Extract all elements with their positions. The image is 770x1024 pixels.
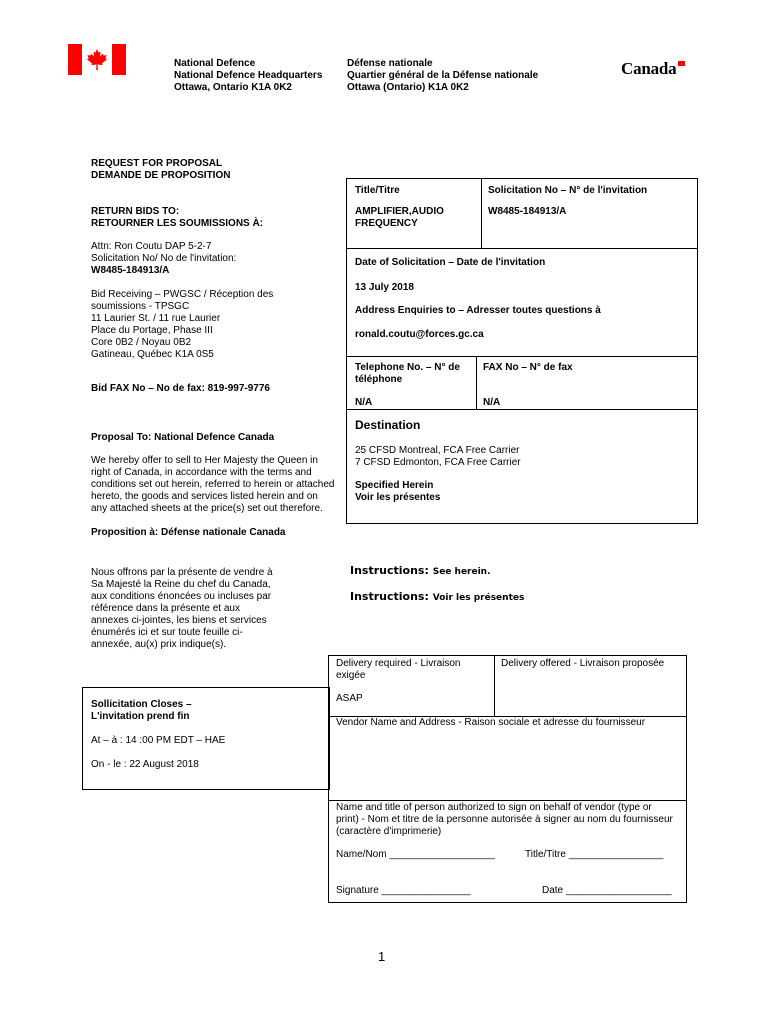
divider bbox=[476, 356, 477, 410]
header-french-address bbox=[347, 58, 538, 94]
attn-solicitation-number: W8485-184913/A bbox=[91, 265, 170, 276]
rfp-title bbox=[91, 158, 230, 182]
enquiries-label: Address Enquiries to – Adresser toutes questions à bbox=[355, 305, 601, 316]
instructions-english bbox=[350, 565, 491, 578]
telephone-value: N/A bbox=[355, 397, 373, 408]
canada-wordmark-text: Canada bbox=[621, 59, 677, 78]
header-en-line: National Defence Headquarters bbox=[174, 70, 323, 81]
proposal-fr-line: Sa Majesté la Reine du chef du Canada, bbox=[91, 579, 271, 590]
solicitation-date-label: Date of Solicitation – Date de l'invitation bbox=[355, 257, 546, 268]
fax-label: FAX No – N° de fax bbox=[483, 362, 573, 373]
instructions-french bbox=[350, 591, 524, 604]
address-line: Place du Portage, Phase III bbox=[91, 325, 213, 336]
proposal-fr-line: énumérés ici et sur toute feuille ci- bbox=[91, 627, 243, 638]
title-label: Title/Titre bbox=[355, 185, 400, 196]
fax-value: N/A bbox=[483, 397, 501, 408]
destination-line: 7 CFSD Edmonton, FCA Free Carrier bbox=[355, 457, 521, 468]
telephone-label-line: Telephone No. – N° de bbox=[355, 362, 460, 373]
name-field[interactable]: Name/Nom ___________________ bbox=[336, 849, 496, 860]
page-number: 1 bbox=[378, 949, 386, 964]
title-value-line: FREQUENCY bbox=[355, 218, 418, 229]
proposal-fr-line: annexes ci-jointes, les biens et services bbox=[91, 615, 267, 626]
address-line: Gatineau, Québec K1A 0S5 bbox=[91, 349, 214, 360]
solicitation-number-value: W8485-184913/A bbox=[488, 206, 567, 217]
title-value-line: AMPLIFIER,AUDIO bbox=[355, 206, 444, 217]
instructions-value: See herein. bbox=[432, 567, 491, 577]
destination-label: Destination bbox=[355, 418, 421, 432]
return-bids-heading-line: RETOURNER LES SOUMISSIONS À: bbox=[91, 218, 264, 229]
telephone-label bbox=[355, 362, 460, 386]
specified-line: Specified Herein bbox=[355, 480, 434, 491]
proposal-french-heading: Proposition à: Défense nationale Canada bbox=[91, 527, 286, 538]
proposal-en-line: conditions set out herein, referred to herein or attached bbox=[91, 479, 335, 490]
address-line: Bid Receiving – PWGSC / Réception des bbox=[91, 289, 274, 300]
delivery-offered-label: Delivery offered - Livraison proposée bbox=[501, 658, 665, 669]
authorized-line: print) - Nom et titre de la personne autorisée à signer au nom du fournisseur bbox=[336, 814, 673, 825]
signature-field[interactable]: Signature ________________ bbox=[336, 885, 471, 896]
proposal-en-line: right of Canada, in accordance with the terms and bbox=[91, 467, 312, 478]
divider bbox=[346, 409, 698, 410]
proposal-fr-line: Nous offrons par la présente de vendre à bbox=[91, 567, 273, 578]
return-bids-attn bbox=[91, 241, 236, 277]
closing-heading bbox=[91, 699, 192, 723]
proposal-french-text bbox=[91, 567, 273, 651]
proposal-fr-line: aux conditions énoncées ou incluses par bbox=[91, 591, 272, 602]
header-en-line: Ottawa, Ontario K1A 0K2 bbox=[174, 82, 292, 93]
rfp-title-line: DEMANDE DE PROPOSITION bbox=[91, 170, 231, 181]
return-bids-heading-line: RETURN BIDS TO: bbox=[91, 206, 180, 217]
authorized-line: (caractère d'imprimerie) bbox=[336, 826, 442, 837]
canada-flag-logo bbox=[68, 44, 126, 75]
delivery-required-line: Delivery required - Livraison bbox=[336, 658, 461, 669]
specified-line: Voir les présentes bbox=[355, 492, 441, 503]
divider bbox=[481, 178, 482, 249]
destination-list bbox=[355, 445, 521, 469]
delivery-required-line: exigée bbox=[336, 670, 366, 681]
address-line: soumissions - TPSGC bbox=[91, 301, 190, 312]
vendor-name-label: Vendor Name and Address - Raison sociale et adresse du fournisseur bbox=[336, 717, 646, 728]
specified-herein bbox=[355, 480, 440, 504]
attn-line: Solicitation No/ No de l'invitation: bbox=[91, 253, 237, 264]
closing-time: At – à : 14 :00 PM EDT – HAE bbox=[91, 735, 226, 746]
title-value bbox=[355, 206, 444, 230]
destination-line: 25 CFSD Montreal, FCA Free Carrier bbox=[355, 445, 520, 456]
proposal-fr-line: annexée, au(x) prix indique(s). bbox=[91, 639, 227, 650]
return-bids-heading bbox=[91, 206, 263, 230]
address-line: Core 0B2 / Noyau 0B2 bbox=[91, 337, 192, 348]
divider bbox=[346, 356, 698, 357]
enquiries-email: ronald.coutu@forces.gc.ca bbox=[355, 329, 484, 340]
bid-fax-number: Bid FAX No – No de fax: 819-997-9776 bbox=[91, 383, 270, 394]
header-fr-line: Ottawa (Ontario) K1A 0K2 bbox=[347, 82, 469, 93]
closing-heading-line: Sollicitation Closes – bbox=[91, 699, 192, 710]
divider bbox=[346, 248, 698, 249]
proposal-fr-line: référence dans la présente et aux bbox=[91, 603, 240, 614]
header-english-address bbox=[174, 58, 322, 94]
solicitation-date-value: 13 July 2018 bbox=[355, 282, 414, 293]
wordmark-flag-icon bbox=[678, 61, 685, 66]
bid-receiving-address bbox=[91, 289, 273, 361]
proposal-heading: Proposal To: National Defence Canada bbox=[91, 432, 275, 443]
delivery-required-label bbox=[336, 658, 461, 682]
instructions-label: Instructions: bbox=[350, 564, 429, 577]
title-field[interactable]: Title/Titre _________________ bbox=[525, 849, 664, 860]
solicitation-number-label: Solicitation No – N° de l'invitation bbox=[488, 185, 648, 196]
authorized-line: Name and title of person authorized to sign on behalf of vendor (type or bbox=[336, 802, 652, 813]
rfp-title-line: REQUEST FOR PROPOSAL bbox=[91, 158, 223, 169]
divider bbox=[494, 655, 495, 717]
date-field[interactable]: Date ___________________ bbox=[542, 885, 672, 896]
closing-date: On - le : 22 August 2018 bbox=[91, 759, 199, 770]
header-en-line: National Defence bbox=[174, 58, 256, 69]
proposal-english-text bbox=[91, 455, 334, 515]
attn-line: Attn: Ron Coutu DAP 5-2-7 bbox=[91, 241, 212, 252]
proposal-en-line: any attached sheets at the price(s) set out therefore. bbox=[91, 503, 323, 514]
header-fr-line: Défense nationale bbox=[347, 58, 433, 69]
proposal-en-line: We hereby offer to sell to Her Majesty the Queen in bbox=[91, 455, 318, 466]
address-line: 11 Laurier St. / 11 rue Laurier bbox=[91, 313, 221, 324]
telephone-label-line: téléphone bbox=[355, 374, 403, 385]
authorized-person-label bbox=[336, 802, 673, 838]
closing-heading-line: L'invitation prend fin bbox=[91, 711, 190, 722]
delivery-required-value: ASAP bbox=[336, 693, 363, 704]
proposal-en-line: hereto, the goods and services listed herein and on bbox=[91, 491, 318, 502]
canada-wordmark bbox=[621, 60, 685, 78]
instructions-value: Voir les présentes bbox=[432, 593, 525, 603]
instructions-label: Instructions: bbox=[350, 590, 429, 603]
divider bbox=[328, 800, 687, 801]
maple-leaf-icon bbox=[87, 49, 107, 70]
header-fr-line: Quartier général de la Défense nationale bbox=[347, 70, 539, 81]
vendor-box bbox=[328, 655, 687, 903]
